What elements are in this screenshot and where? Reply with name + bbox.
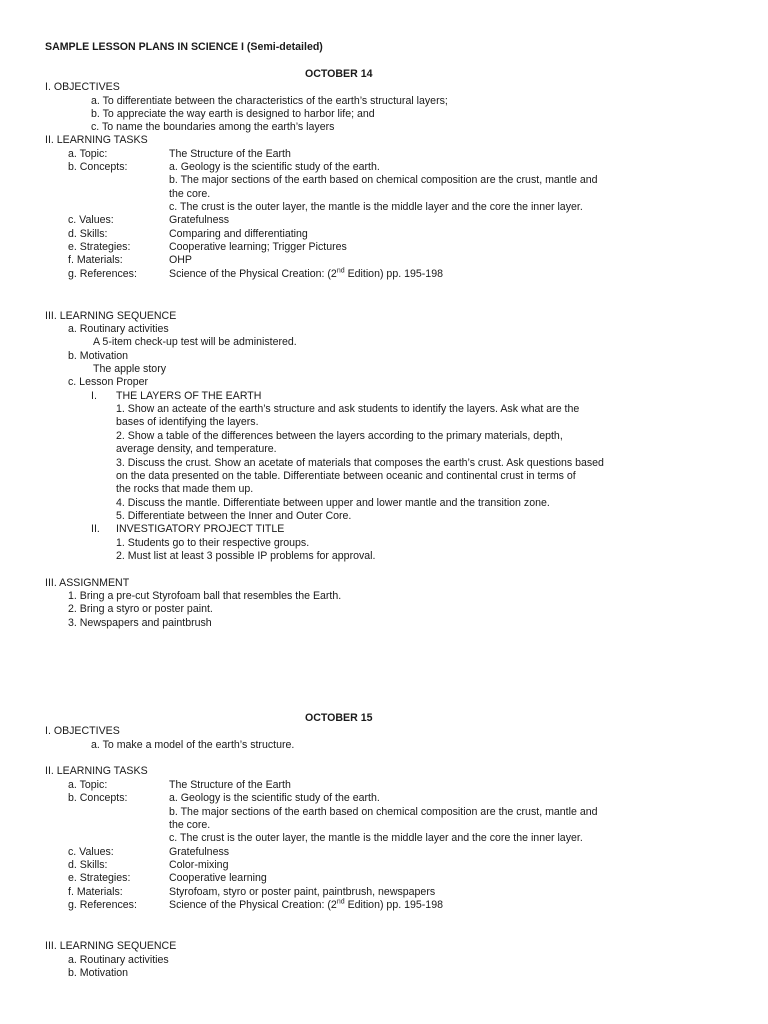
task-label: c. Values: xyxy=(68,214,114,226)
task-value: Styrofoam, styro or poster paint, paintbrush, newspapers xyxy=(169,886,436,898)
lesson-step: 1. Show an acteate of the earth’s structure and ask students to identify the layers. Ask what are the xyxy=(116,403,580,415)
concept-line: c. The crust is the outer layer, the mantle is the middle layer and the core the inner layer. xyxy=(169,832,583,844)
task-value: Gratefulness xyxy=(169,214,230,226)
part-number: I. xyxy=(91,390,97,402)
reference-value: Science of the Physical Creation: (2nd Edition) pp. 195-198 xyxy=(169,267,443,280)
task-label: f. Materials: xyxy=(68,886,123,898)
section-heading: I. OBJECTIVES xyxy=(45,725,120,737)
part-title: THE LAYERS OF THE EARTH xyxy=(116,390,262,402)
concept-line: c. The crust is the outer layer, the mantle is the middle layer and the core the inner layer. xyxy=(169,201,583,213)
task-label: f. Materials: xyxy=(68,254,123,266)
task-value: The Structure of the Earth xyxy=(169,779,291,791)
task-value: Color-mixing xyxy=(169,859,229,871)
sequence-text: The apple story xyxy=(93,363,167,375)
lesson-step: bases of identifying the layers. xyxy=(116,416,259,428)
section-heading: I. OBJECTIVES xyxy=(45,81,120,93)
date-heading: OCTOBER 14 xyxy=(305,68,373,80)
document-title: SAMPLE LESSON PLANS IN SCIENCE I (Semi-detailed) xyxy=(45,41,323,53)
lesson-step: the rocks that made them up. xyxy=(116,483,254,495)
task-label: a. Topic: xyxy=(68,148,108,160)
sequence-label: c. Lesson Proper xyxy=(68,376,149,388)
concept-line: a. Geology is the scientific study of the earth. xyxy=(169,792,380,804)
lesson-step: 2. Show a table of the differences between the layers according to the primary materials, depth, xyxy=(116,430,563,442)
lesson-step: 2. Must list at least 3 possible IP problems for approval. xyxy=(116,550,376,562)
task-label: a. Topic: xyxy=(68,779,108,791)
sequence-label: b. Motivation xyxy=(68,967,129,979)
part-title: INVESTIGATORY PROJECT TITLE xyxy=(116,523,285,535)
sequence-label: b. Motivation xyxy=(68,350,129,362)
task-label: c. Values: xyxy=(68,846,114,858)
reference-value: Science of the Physical Creation: (2nd Edition) pp. 195-198 xyxy=(169,898,443,911)
lesson-step: 4. Discuss the mantle. Differentiate between upper and lower mantle and the transition zone. xyxy=(116,497,550,509)
task-label: e. Strategies: xyxy=(68,241,131,253)
task-label: g. References: xyxy=(68,268,137,280)
section-heading: III. LEARNING SEQUENCE xyxy=(45,940,177,952)
date-heading: OCTOBER 15 xyxy=(305,712,373,724)
part-number: II. xyxy=(91,523,100,535)
sequence-label: a. Routinary activities xyxy=(68,323,169,335)
task-label: d. Skills: xyxy=(68,228,108,240)
sequence-label: a. Routinary activities xyxy=(68,954,169,966)
task-label: g. References: xyxy=(68,899,137,911)
concept-line: a. Geology is the scientific study of the earth. xyxy=(169,161,380,173)
task-value: OHP xyxy=(169,254,192,266)
section-heading: II. LEARNING TASKS xyxy=(45,765,148,777)
concept-line: b. The major sections of the earth based on chemical composition are the crust, mantle and xyxy=(169,174,598,186)
concept-line: b. The major sections of the earth based on chemical composition are the crust, mantle and xyxy=(169,806,598,818)
objective-item: c. To name the boundaries among the earth’s layers xyxy=(91,121,335,133)
task-value: Cooperative learning; Trigger Pictures xyxy=(169,241,347,253)
assignment-item: 1. Bring a pre-cut Styrofoam ball that resembles the Earth. xyxy=(68,590,342,602)
assignment-item: 2. Bring a styro or poster paint. xyxy=(68,603,213,615)
section-heading: III. LEARNING SEQUENCE xyxy=(45,310,177,322)
task-value: Comparing and differentiating xyxy=(169,228,308,240)
task-label: e. Strategies: xyxy=(68,872,131,884)
sequence-text: A 5-item check-up test will be administered. xyxy=(93,336,297,348)
task-label: d. Skills: xyxy=(68,859,108,871)
objective-item: b. To appreciate the way earth is designed to harbor life; and xyxy=(91,108,375,120)
lesson-step: on the data presented on the table. Differentiate between oceanic and continental crust in terms of xyxy=(116,470,576,482)
concept-line: the core. xyxy=(169,819,211,831)
concept-line: the core. xyxy=(169,188,211,200)
lesson-step: average density, and temperature. xyxy=(116,443,277,455)
lesson-step: 1. Students go to their respective groups. xyxy=(116,537,310,549)
objective-item: a. To make a model of the earth’s structure. xyxy=(91,739,295,751)
task-label: b. Concepts: xyxy=(68,792,128,804)
section-heading: III. ASSIGNMENT xyxy=(45,577,130,589)
section-heading: II. LEARNING TASKS xyxy=(45,134,148,146)
task-label: b. Concepts: xyxy=(68,161,128,173)
objective-item: a. To differentiate between the characteristics of the earth’s structural layers; xyxy=(91,95,448,107)
lesson-step: 3. Discuss the crust. Show an acetate of materials that composes the earth’s crust. Ask questions based xyxy=(116,457,604,469)
task-value: Gratefulness xyxy=(169,846,230,858)
assignment-item: 3. Newspapers and paintbrush xyxy=(68,617,212,629)
task-value: Cooperative learning xyxy=(169,872,267,884)
task-value: The Structure of the Earth xyxy=(169,148,291,160)
lesson-step: 5. Differentiate between the Inner and Outer Core. xyxy=(116,510,352,522)
